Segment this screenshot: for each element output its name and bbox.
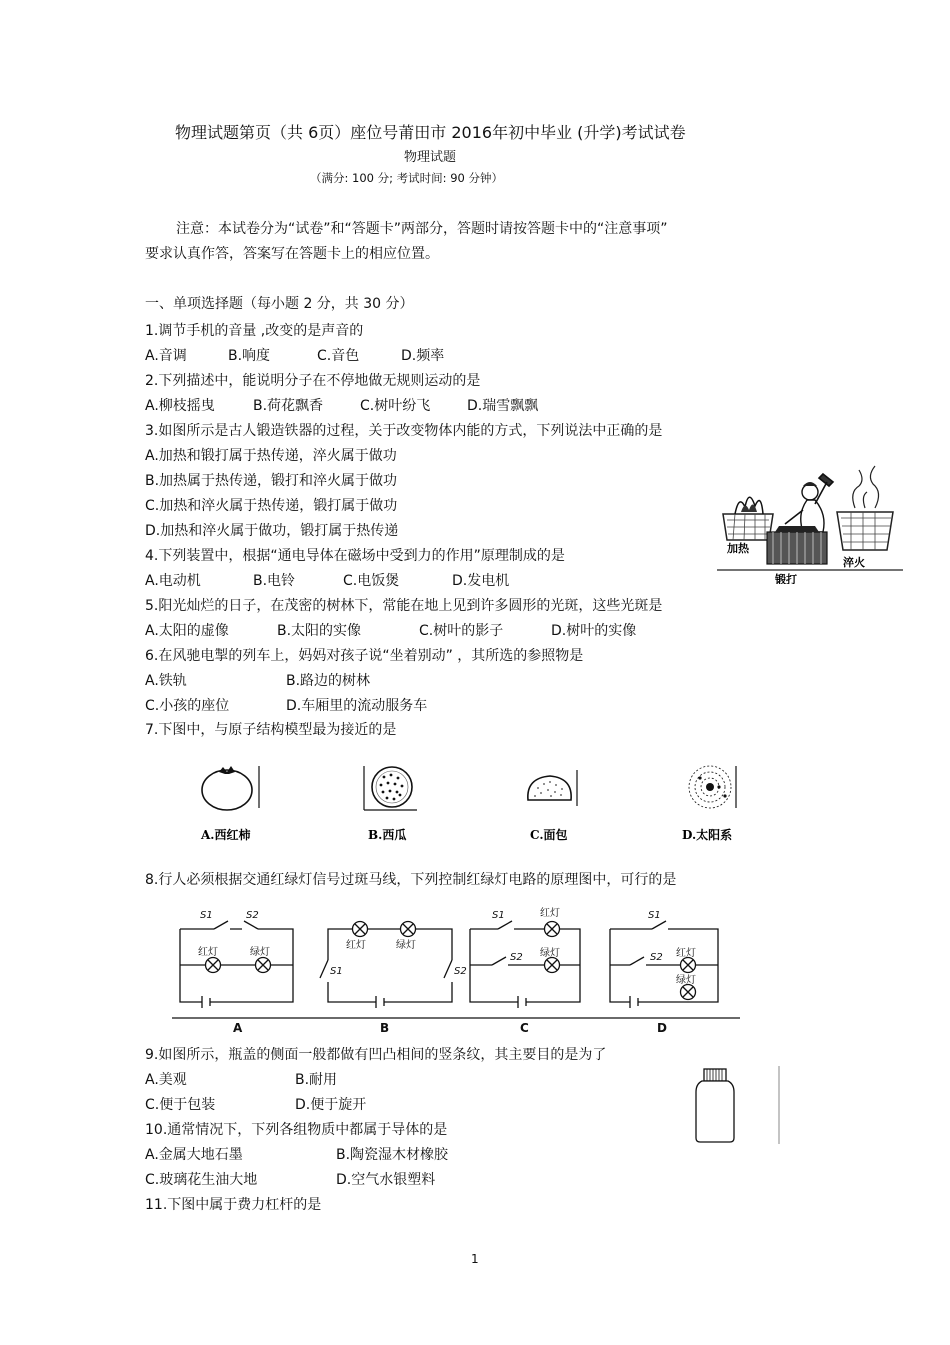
q4-option-b: B.电铃: [253, 573, 296, 589]
lamp-icon: [681, 958, 696, 973]
forging-figure: [715, 452, 905, 584]
q2-option-b: B.荷花飘香: [253, 398, 324, 414]
fig-label-d: D.太阳系: [682, 828, 733, 842]
q9-option-b: B.耐用: [295, 1072, 338, 1088]
q9-option-a: A.美观: [145, 1072, 187, 1088]
q2-option-d: D.瑞雪飘飘: [467, 398, 539, 414]
q3-option-c: C.加热和淬火属于热传递，锻打属于做功: [145, 498, 398, 514]
circuit-a: [180, 921, 293, 1008]
q6-option-c: C.小孩的座位: [145, 698, 230, 714]
q3-option-d: D.加热和淬火属于做功，锻打属于热传递: [145, 523, 399, 539]
fig-label-b: B.西瓜: [368, 828, 407, 842]
label-green-b: 绿灯: [396, 940, 416, 951]
question-5-stem: 5.阳光灿烂的日子，在茂密的树林下，常能在地上见到许多圆形的光斑，这些光斑是: [145, 598, 663, 614]
question-3-stem: 3.如图所示是古人锻造铁器的过程，关于改变物体内能的方式，下列说法中正确的是: [145, 423, 663, 439]
question-8-stem: 8.行人必须根据交通红绿灯信号过斑马线，下列控制红绿灯电路的原理图中，可行的是: [145, 872, 677, 888]
q1-option-a: A.音调: [145, 348, 187, 364]
label-green-c: 绿灯: [540, 948, 560, 959]
circuit-c: [470, 921, 580, 1008]
solar-system-figure: [689, 766, 736, 808]
label-s1-b: S1: [330, 966, 343, 977]
question-2-stem: 2.下列描述中，能说明分子在不停地做无规则运动的是: [145, 373, 481, 389]
lamp-icon: [545, 958, 560, 973]
circuit-label-d: D: [657, 1021, 667, 1034]
q5-option-d: D.树叶的实像: [551, 623, 637, 639]
question-9-stem: 9.如图所示，瓶盖的侧面一般都做有凹凸相间的竖条纹，其主要目的是为了: [145, 1047, 607, 1063]
exam-subtitle: 物理试题: [404, 150, 457, 165]
q5-option-c: C.树叶的影子: [419, 623, 504, 639]
q1-option-b: B.响度: [228, 348, 271, 364]
q4-option-c: C.电饭煲: [343, 573, 400, 589]
question-6-stem: 6.在风驰电掣的列车上，妈妈对孩子说“坐着别动” ，其所选的参照物是: [145, 648, 584, 664]
notice-line-1: 注意：本试卷分为“试卷”和“答题卡”两部分，答题时请按答题卡中的“注意事项”: [176, 221, 668, 237]
q2-option-a: A.柳枝摇曳: [145, 398, 215, 414]
blacksmith-figure: [785, 474, 833, 532]
anvil: [767, 526, 827, 564]
exam-title: 物理试题第页（共 6页）座位号莆田市 2016年初中毕业 (升学)考试试卷: [175, 123, 686, 142]
traffic-light-circuits: [170, 902, 742, 1034]
q10-option-d: D.空气水银塑料: [336, 1172, 436, 1188]
label-s1-c: S1: [492, 910, 505, 921]
lamp-icon: [353, 922, 368, 937]
fig-label-a: A.西红柿: [201, 828, 251, 842]
q6-option-d: D.车厢里的流动服务车: [286, 698, 428, 714]
label-heat: 加热: [727, 542, 749, 555]
circuit-d: [610, 921, 718, 1008]
question-4-stem: 4.下列装置中，根据“通电导体在磁场中受到力的作用”原理制成的是: [145, 548, 565, 564]
label-forge: 锻打: [775, 573, 797, 584]
question-10-stem: 10.通常情况下，下列各组物质中都属于导体的是: [145, 1122, 448, 1138]
label-quench: 淬火: [843, 556, 865, 569]
tomato-figure: [202, 766, 259, 810]
lamp-icon: [401, 922, 416, 937]
circuit-label-c: C: [520, 1021, 529, 1034]
lamp-icon: [681, 985, 696, 1000]
fig-label-c: C.面包: [530, 828, 568, 842]
q4-option-a: A.电动机: [145, 573, 201, 589]
heating-furnace: [723, 497, 773, 540]
q5-option-a: A.太阳的虚像: [145, 623, 229, 639]
q5-option-b: B.太阳的实像: [277, 623, 362, 639]
label-red-d: 红灯: [676, 948, 696, 959]
circuit-label-b: B: [380, 1021, 390, 1034]
watermelon-figure: [364, 766, 417, 810]
label-s1-a: S1: [200, 910, 213, 921]
lamp-icon: [545, 922, 560, 937]
label-s2-d: S2: [650, 952, 663, 963]
label-green-d: 绿灯: [676, 975, 696, 986]
lamp-icon: [256, 958, 271, 973]
lamp-icon: [206, 958, 221, 973]
q10-option-c: C.玻璃花生油大地: [145, 1172, 258, 1188]
q4-option-d: D.发电机: [452, 573, 510, 589]
label-red-b: 红灯: [346, 940, 366, 951]
q10-option-b: B.陶瓷湿木材橡胶: [336, 1147, 449, 1163]
question-1-stem: 1.调节手机的音量 ,改变的是声音的: [145, 323, 364, 339]
q6-option-a: A.铁轨: [145, 673, 187, 689]
q9-option-d: D.便于旋开: [295, 1097, 367, 1113]
page-number: 1: [471, 1252, 479, 1266]
circuit-label-a: A: [233, 1021, 243, 1034]
notice-line-2: 要求认真作答，答案写在答题卡上的相应位置。: [145, 246, 439, 262]
section-heading: 一、单项选择题（每小题 2 分，共 30 分）: [145, 296, 414, 312]
q2-option-c: C.树叶纷飞: [360, 398, 431, 414]
label-red-a: 红灯: [198, 947, 218, 958]
q1-option-d: D.频率: [401, 348, 445, 364]
bottle-figure: [690, 1064, 785, 1146]
q3-option-b: B.加热属于热传递，锻打和淬火属于做功: [145, 473, 398, 489]
bread-figure: [528, 770, 577, 806]
exam-info: （满分: 100 分; 考试时间: 90 分钟）: [310, 171, 503, 185]
label-s2-a: S2: [246, 910, 259, 921]
label-s1-d: S1: [648, 910, 661, 921]
label-s2-c: S2: [510, 952, 523, 963]
label-green-a: 绿灯: [250, 947, 270, 958]
atom-model-figures: [195, 762, 755, 848]
q9-option-c: C.便于包装: [145, 1097, 216, 1113]
q1-option-c: C.音色: [317, 348, 360, 364]
q3-option-a: A.加热和锻打属于热传递，淬火属于做功: [145, 448, 397, 464]
label-red-c: 红灯: [540, 908, 560, 919]
question-11-stem: 11.下图中属于费力杠杆的是: [145, 1197, 322, 1213]
question-7-stem: 7.下图中，与原子结构模型最为接近的是: [145, 722, 397, 738]
q6-option-b: B.路边的树林: [286, 673, 371, 689]
q10-option-a: A.金属大地石墨: [145, 1147, 243, 1163]
quench-basin: [837, 466, 893, 550]
label-s2-b: S2: [454, 966, 467, 977]
